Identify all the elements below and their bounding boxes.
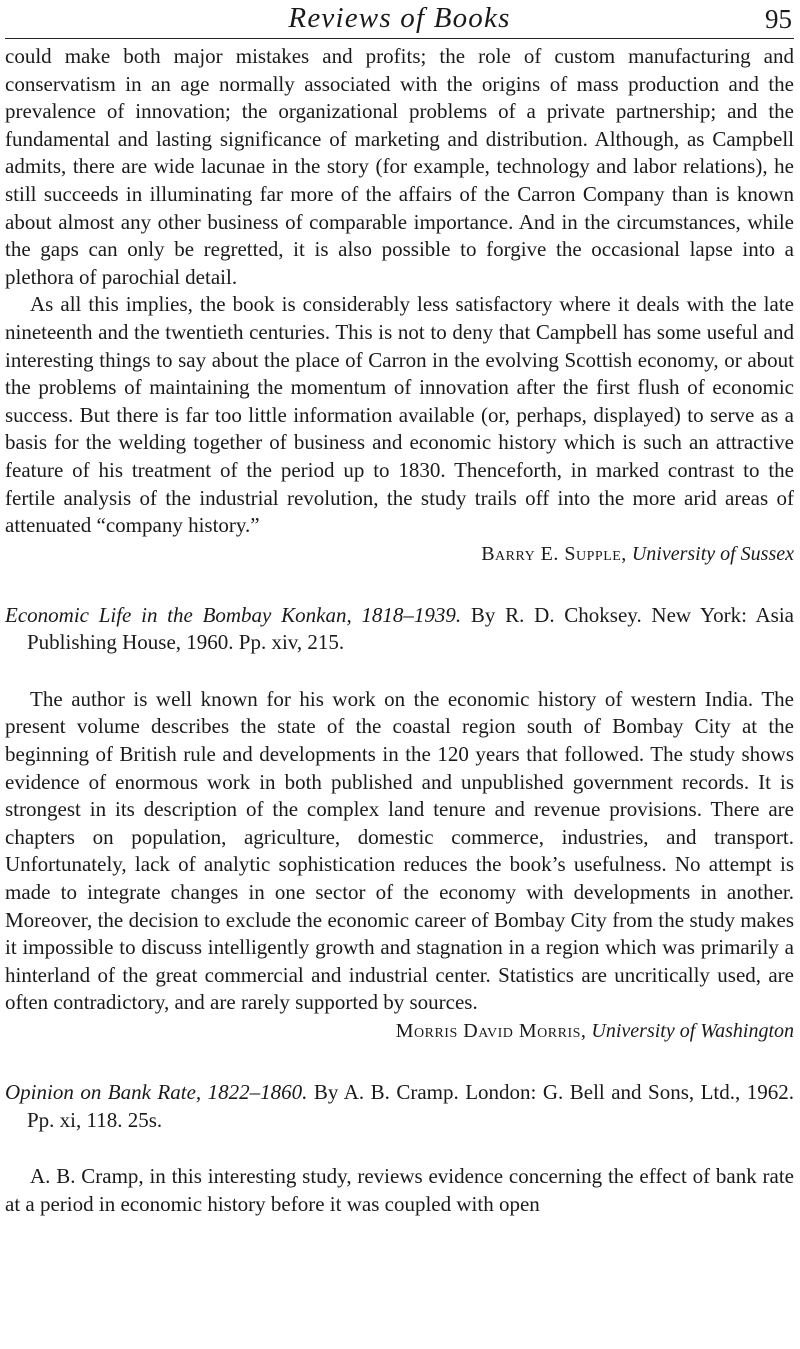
book-citation: [5, 1079, 794, 1134]
reviewer-affiliation: University of Washington: [591, 1020, 794, 1042]
book-title: Opinion on Bank Rate, 1822–1860.: [5, 1080, 308, 1104]
reviewer-signature: [5, 1017, 794, 1045]
page-number: 95: [765, 4, 792, 34]
review-paragraph: A. B. Cramp, in this interesting study, reviews evidence concerning the effect of bank rate at a period in economic history before it was coupled with open: [5, 1164, 794, 1216]
running-title: Reviews of Books: [288, 2, 511, 34]
review-paragraph: As all this implies, the book is considerably less satisfactory where it deals with the late nineteenth and the twentieth centuries. This is not to deny that Campbell has some useful and interesting things to say about the place of Carron in the evolving Scottish economy, or about the problems of maintaining the momentum of innovation after the first flush of economic success. But there is far too little information available (or, perhaps, displayed) to serve as a basis for the welding together of business and economic history which is such an attractive feature of his treatment of the period up to 1830. Thenceforth, in marked contrast to the fertile analysis of the industrial revolution, the study trails off into the more arid areas of attenuated “company history.”: [5, 292, 794, 538]
review-opinion-bank-rate: [5, 1079, 794, 1218]
reviewer-name: Morris David Morris,: [395, 1020, 587, 1042]
review-bombay-konkan: [5, 602, 794, 1045]
book-citation: [5, 602, 794, 657]
reviewer-signature: [5, 540, 794, 568]
reviewer-affiliation: University of Sussex: [631, 542, 794, 565]
book-details: By A. B. Cramp. London: G. Bell and Sons, Ltd., 1962. Pp. xi, 118. 25s.: [27, 1080, 794, 1132]
page-header: [5, 0, 794, 39]
review-carron-company: [5, 43, 794, 568]
book-title: Economic Life in the Bombay Konkan, 1818–1939.: [5, 602, 462, 627]
reviewer-name: Barry E. Supple,: [481, 542, 627, 565]
review-paragraph: could make both major mistakes and profits; the role of custom manufacturing and conservatism in an age normally associated with the origins of mass production and the prevalence of innovation; the organizational problems of a private partnership; and the fundamental and lasting significance of marketing and distribution. Although, as Campbell admits, there are wide lacunae in the story (for example, technology and labor relations), he still succeeds in illuminating far more of the affairs of the Carron Company than is known about almost any other business of comparable importance. And in the circumstances, while the gaps can only be regretted, it is also possible to forgive the occasional lapse into a plethora of parochial detail.: [5, 44, 794, 289]
review-paragraph: The author is well known for his work on the economic history of western India. The present volume describes the state of the coastal region south of Bombay City at the beginning of British rule and developments in the 120 years that followed. The study shows evidence of enormous work in both published and unpublished government records. It is strongest in its description of the complex land tenure and revenue provisions. There are chapters on population, agriculture, domestic commerce, industries, and transport. Unfortunately, lack of analytic sophistication reduces the book’s usefulness. No attempt is made to integrate changes in one sector of the economy with developments in another. Moreover, the decision to exclude the economic career of Bombay City from the study makes it impossible to discuss intelligently growth and stagnation in a region which was primarily a hinterland of the great commercial and industrial center. Statistics are uncritically used, are often contradictory, and are rarely supported by sources.: [5, 686, 794, 1015]
book-details: By R. D. Choksey. New York: Asia Publishing House, 1960. Pp. xiv, 215.: [27, 602, 794, 655]
